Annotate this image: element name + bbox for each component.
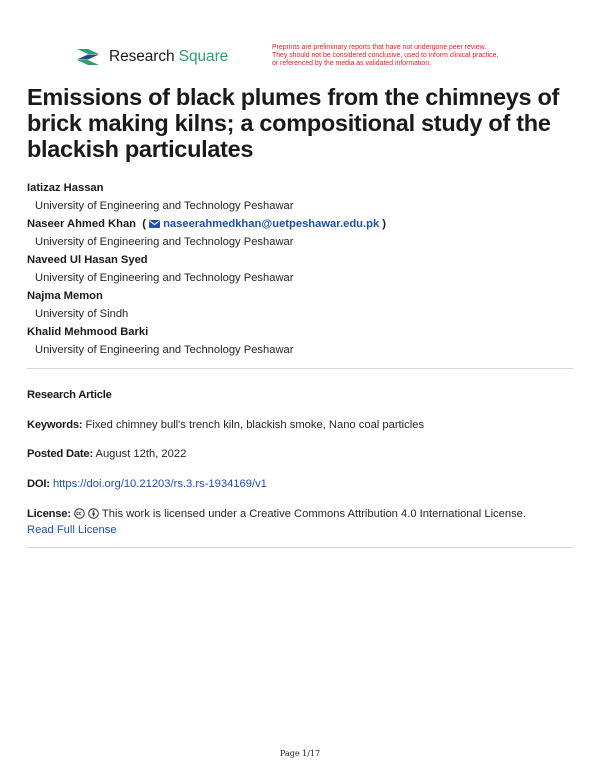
keywords-label: Keywords: [27, 419, 83, 431]
author-affiliation: University of Engineering and Technology Peshawar [35, 344, 294, 356]
posted-date-value: August 12th, 2022 [95, 448, 187, 460]
notice-line: They should not be considered conclusive, used to inform clinical practice, [272, 52, 499, 59]
author-name: Najma Memon [27, 290, 103, 302]
attribution-icon [88, 508, 99, 519]
divider [27, 547, 573, 548]
article-type-value: Research Article [27, 389, 112, 401]
author-affiliation: University of Engineering and Technology Peshawar [35, 272, 294, 284]
author-affiliation: University of Engineering and Technology Peshawar [35, 236, 294, 248]
divider [27, 368, 573, 369]
notice-line: Preprints are preliminary reports that have not undergone peer review. [272, 44, 487, 51]
logo-text-square: Square [178, 48, 229, 65]
author-name: Naveed Ul Hasan Syed [27, 254, 148, 266]
posted-date [27, 446, 573, 462]
author-name: Naseer Ahmed Khan [27, 218, 137, 230]
research-square-logo[interactable] [75, 46, 228, 68]
email-wrapper: ( naseerahmedkhan@uetpeshawar.edu.pk ) [139, 218, 387, 230]
author-list [27, 181, 577, 361]
doi-link[interactable]: https://doi.org/10.21203/rs.3.rs-1934169/v1 [52, 478, 267, 490]
research-square-logo-icon [75, 46, 101, 68]
author-name-with-email [27, 217, 577, 235]
logo-text-research: Research [109, 48, 175, 65]
read-full-license-link[interactable]: Read Full License [27, 524, 117, 536]
doi [27, 476, 573, 492]
author-name: Khalid Mehmood Barki [27, 326, 149, 338]
article-type [27, 387, 573, 403]
license-text: This work is licensed under a Creative Commons Attribution 4.0 International License. [101, 508, 527, 520]
page-number: Page 1/17 [279, 749, 321, 758]
logo-text [109, 48, 228, 66]
paper-title: Emissions of black plumes from the chimneys of brick making kilns; a compositional study of the blackish particulates [27, 84, 560, 162]
posted-date-label: Posted Date: [27, 448, 93, 460]
author-email-link[interactable]: naseerahmedkhan@uetpeshawar.edu.pk [163, 218, 380, 230]
author-affiliation: University of Engineering and Technology Peshawar [35, 200, 294, 212]
preprint-notice [272, 44, 544, 68]
creative-commons-icon [74, 508, 85, 519]
license [27, 506, 573, 538]
author-name: Iatizaz Hassan [27, 182, 104, 194]
doi-label: DOI: [27, 478, 50, 490]
license-label: License: [27, 508, 71, 520]
author-affiliation: University of Sindh [35, 308, 129, 320]
keywords [27, 417, 573, 433]
keywords-value: Fixed chimney bull's trench kiln, blackish smoke, Nano coal particles [85, 419, 425, 431]
envelope-icon [149, 220, 160, 228]
notice-line: or referenced by the media as validated information. [272, 60, 431, 67]
